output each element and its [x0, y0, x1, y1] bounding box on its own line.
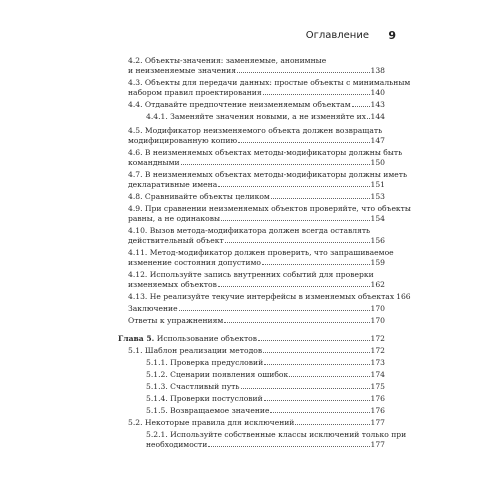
- toc-page-number: 174: [370, 370, 385, 379]
- toc-page-number: 140: [370, 88, 385, 97]
- running-header-title: Оглавление: [305, 30, 369, 41]
- toc-entry[interactable]: [128, 170, 408, 190]
- toc-entry-line: [128, 192, 385, 202]
- toc-entry[interactable]: [128, 248, 394, 268]
- toc-entry-title: 5.1.3. Счастливый путь: [146, 382, 240, 391]
- toc-entry-line: [128, 66, 385, 76]
- toc-entry-line: [118, 334, 385, 344]
- toc-page-number: 159: [370, 258, 385, 267]
- toc-entry-line: [128, 236, 385, 246]
- dot-leader: [263, 351, 369, 353]
- toc-page-number: 172: [370, 334, 385, 343]
- toc-entry[interactable]: [128, 292, 411, 302]
- toc-page-number: 175: [370, 382, 385, 391]
- toc-entry-title: 5.1.4. Проверки постусловий: [146, 394, 263, 403]
- toc-entry[interactable]: [146, 430, 407, 450]
- toc-entry[interactable]: [146, 394, 385, 404]
- toc-entry-title: 5.1.5. Возвращаемое значение: [146, 406, 270, 415]
- toc-entry-line: [128, 88, 385, 98]
- toc-entry-line: [128, 204, 411, 214]
- toc-entry-line: [128, 270, 385, 280]
- toc-page-number: 177: [370, 418, 385, 427]
- toc-page-number: 150: [370, 158, 385, 167]
- toc-entry-title: изменяемых объектов: [128, 280, 217, 289]
- toc-entry-title: изменение состояния допустимо: [128, 258, 261, 267]
- toc-entry-line: [128, 346, 385, 356]
- toc-entry-title: 4.5. Модификатор неизменяемого объекта должен возвращать: [128, 126, 383, 135]
- toc-entry-title: 5.1.1. Проверка предусловий: [146, 358, 264, 367]
- toc-entry-line: [128, 226, 385, 236]
- toc-entry-title: командными: [128, 158, 180, 167]
- toc-entry[interactable]: [128, 346, 385, 356]
- dot-leader: [367, 117, 369, 119]
- toc-entry-title: 4.7. В неизменяемых объектах методы-модификаторы должны иметь: [128, 170, 408, 179]
- toc-page-number: 172: [370, 346, 385, 355]
- dot-leader: [218, 285, 370, 287]
- toc-entry-title: действительный объект: [128, 236, 224, 245]
- toc-page-number: 162: [370, 280, 385, 289]
- toc-entry-line: [128, 304, 385, 314]
- toc-page-number: 156: [370, 236, 385, 245]
- running-header: [0, 29, 396, 42]
- toc-entry[interactable]: [128, 204, 411, 224]
- toc-entry-line: [146, 112, 385, 122]
- toc-entry-title: 4.12. Используйте запись внутренних событий для проверки: [128, 270, 374, 279]
- toc-entry-line: [146, 430, 407, 440]
- toc-entry-title: 4.9. При сравнении неизменяемых объектов проверяйте, что объекты: [128, 204, 411, 213]
- dot-leader: [262, 263, 370, 265]
- dot-leader: [295, 423, 369, 425]
- toc-entry-title: 5.1.2. Сценарии появления ошибок: [146, 370, 289, 379]
- toc-entry[interactable]: [128, 56, 385, 76]
- toc-entry-line: [128, 258, 385, 268]
- dot-leader: [225, 241, 370, 243]
- toc-entry[interactable]: [128, 100, 385, 110]
- dot-leader: [264, 399, 370, 401]
- toc-entry-line: [146, 382, 385, 392]
- dot-leader: [221, 219, 369, 221]
- toc-page-number: 153: [370, 192, 385, 201]
- toc-entry-line: [146, 394, 385, 404]
- toc-entry[interactable]: [128, 126, 385, 146]
- toc-entry[interactable]: [146, 358, 385, 368]
- toc-page-number: 170: [370, 304, 385, 313]
- toc-chapter-entry[interactable]: [118, 334, 385, 344]
- toc-entry-line: [128, 56, 385, 66]
- toc-page-number: 147: [370, 136, 385, 145]
- toc-entry[interactable]: [128, 418, 385, 428]
- dot-leader: [208, 445, 369, 447]
- toc-entry-title: 5.2. Некоторые правила для исключений: [128, 418, 295, 427]
- toc-entry[interactable]: [146, 112, 385, 122]
- toc-page-number: 173: [370, 358, 385, 367]
- toc-entry-title: равны, а не одинаковы: [128, 214, 221, 223]
- toc-entry-line: [128, 180, 385, 190]
- toc-entry-line: [128, 280, 385, 290]
- toc-entry-title: 4.11. Метод-модификатор должен проверить, что запрашиваемое: [128, 248, 394, 257]
- toc-entry[interactable]: [128, 192, 385, 202]
- dot-leader: [237, 71, 370, 73]
- toc-entry-title: необходимости: [146, 440, 208, 449]
- toc-entry-title: 5.1. Шаблон реализации методов: [128, 346, 263, 355]
- toc-page-number: 166: [396, 292, 411, 301]
- dot-leader: [241, 387, 370, 389]
- toc-entry-line: [128, 418, 385, 428]
- toc-entry-title: 4.3. Объекты для передачи данных: простые объекты с минимальным: [128, 78, 411, 87]
- toc-page-number: 138: [370, 66, 385, 75]
- toc-page-number: 143: [370, 100, 385, 109]
- dot-leader: [270, 411, 369, 413]
- dot-leader: [218, 185, 369, 187]
- toc-page-number: 177: [370, 440, 385, 449]
- dot-leader: [258, 339, 370, 341]
- toc-entry-line: [146, 358, 385, 368]
- toc-entry[interactable]: [128, 78, 411, 98]
- toc-page-number: 176: [370, 394, 385, 403]
- toc-page-number: 144: [370, 112, 385, 121]
- toc-entry-title: 4.6. В неизменяемых объектах методы-модификаторы должны быть: [128, 148, 403, 157]
- toc-entry-title: Заключение: [128, 304, 178, 313]
- toc-entry-line: [146, 440, 385, 450]
- toc-entry-line: [128, 148, 403, 158]
- dot-leader: [264, 363, 369, 365]
- toc-entry[interactable]: [128, 304, 385, 314]
- toc-entry-title: 4.10. Вызов метода-модификатора должен всегда оставлять: [128, 226, 371, 235]
- toc-entry-title: 5.2.1. Используйте собственные классы исключений только при: [146, 430, 407, 439]
- toc-entry-title: Ответы к упражнениям: [128, 316, 224, 325]
- toc-entry-title: декларативные имена: [128, 180, 218, 189]
- dot-leader: [181, 163, 370, 165]
- chapter-title: Использование объектов: [154, 334, 257, 343]
- toc-entry-title: модифицированную копию: [128, 136, 238, 145]
- toc-entry-line: [128, 292, 411, 302]
- toc-entry-title: [118, 334, 257, 344]
- toc-entry-title: 4.2. Объекты-значения: заменяемые, анонимные: [128, 56, 327, 65]
- toc-page-number: 170: [370, 316, 385, 325]
- toc-entry-line: [128, 170, 408, 180]
- toc-entry-line: [146, 406, 385, 416]
- toc-entry-line: [128, 136, 385, 146]
- page-number: 9: [388, 29, 396, 42]
- toc-entry[interactable]: [128, 270, 385, 290]
- dot-leader: [263, 93, 370, 95]
- dot-leader: [224, 321, 369, 323]
- toc-page-number: 176: [370, 406, 385, 415]
- toc-entry-line: [128, 248, 394, 258]
- toc-entry[interactable]: [146, 406, 385, 416]
- dot-leader: [352, 105, 370, 107]
- toc-page-number: 151: [370, 180, 385, 189]
- toc-entry-title: 4.4.1. Заменяйте значения новыми, а не изменяйте их: [146, 112, 367, 121]
- toc-entry-title: 4.4. Отдавайте предпочтение неизменяемым объектам: [128, 100, 351, 109]
- dot-leader: [289, 375, 369, 377]
- toc-entry-line: [128, 158, 385, 168]
- toc-entry[interactable]: [146, 370, 385, 380]
- toc-entry-line: [128, 316, 385, 326]
- toc-entry-line: [128, 214, 385, 224]
- toc-entry-title: 4.13. Не реализуйте текучие интерфейсы в изменяемых объектах: [128, 292, 395, 301]
- toc-entry-title: набором правил проектирования: [128, 88, 262, 97]
- dot-leader: [179, 309, 370, 311]
- toc-entry-line: [128, 100, 385, 110]
- toc-entry-line: [146, 370, 385, 380]
- toc-entry[interactable]: [128, 148, 403, 168]
- toc-entry-line: [128, 126, 385, 136]
- chapter-label: Глава 5.: [118, 334, 155, 343]
- toc-page-number: 154: [370, 214, 385, 223]
- dot-leader: [271, 197, 370, 199]
- dot-leader: [238, 141, 369, 143]
- toc-entry-title: 4.8. Сравнивайте объекты целиком: [128, 192, 270, 201]
- toc-entry[interactable]: [128, 226, 385, 246]
- toc-entry[interactable]: [146, 382, 385, 392]
- toc-entry-line: [128, 78, 411, 88]
- toc-entry-title: и неизменяемые значения: [128, 66, 236, 75]
- toc-entry[interactable]: [128, 316, 385, 326]
